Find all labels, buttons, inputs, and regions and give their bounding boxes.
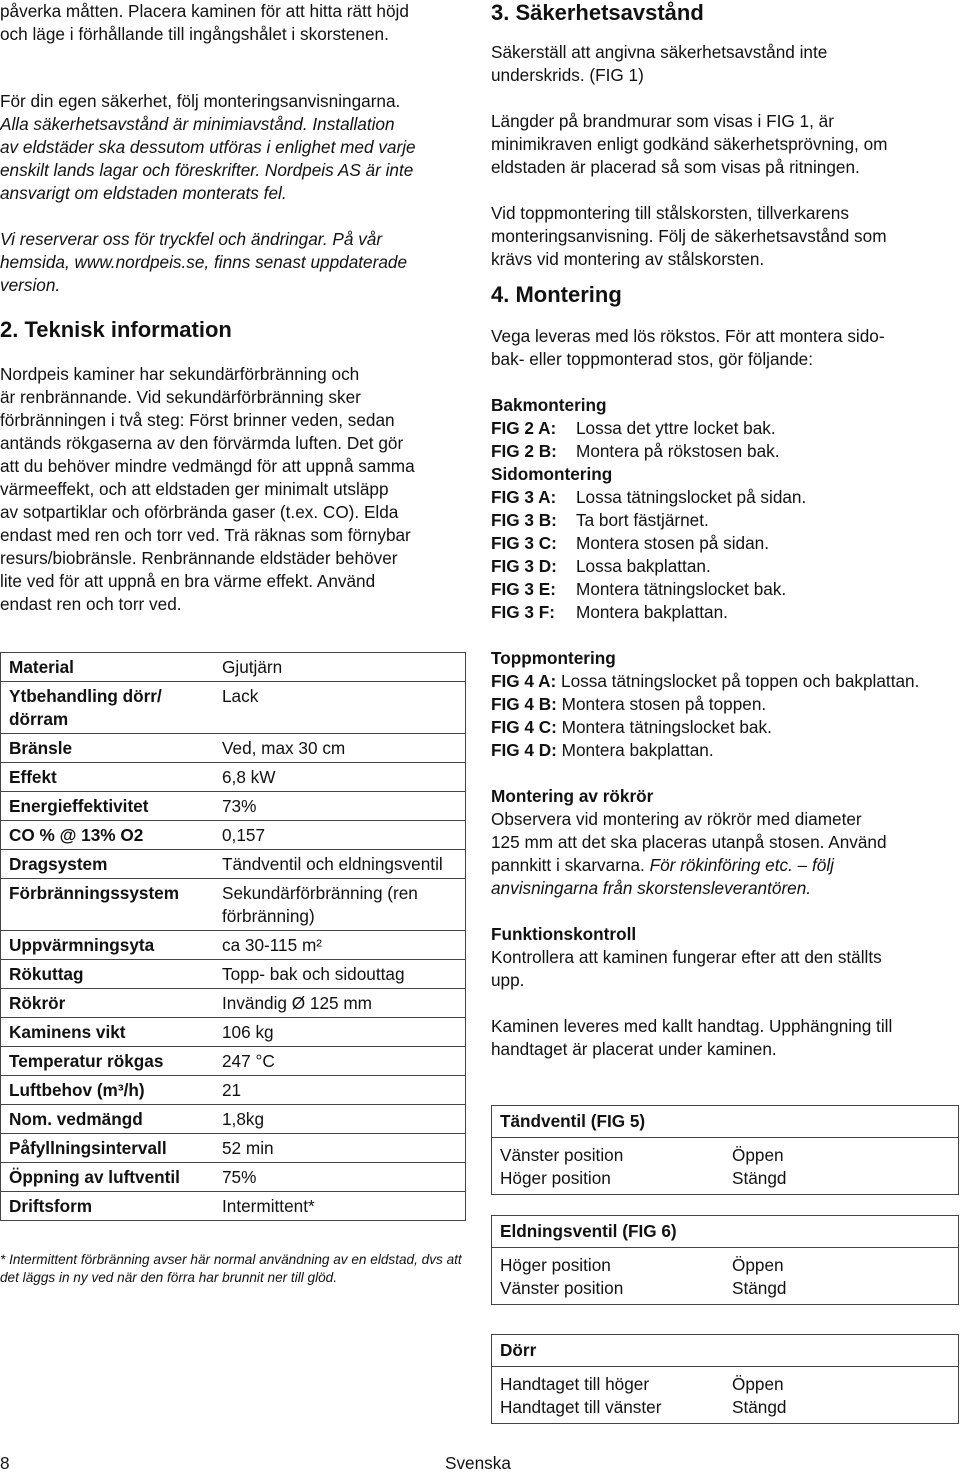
box-positions bbox=[500, 1373, 732, 1419]
toppmontering-list bbox=[491, 670, 960, 762]
fig-step bbox=[491, 670, 960, 693]
fig-label: FIG 3 F: bbox=[491, 602, 555, 622]
fig-label: FIG 2 A: bbox=[491, 418, 557, 438]
box-state: Stängd bbox=[732, 1168, 787, 1188]
right-column bbox=[491, 0, 960, 1061]
dorr-box bbox=[491, 1334, 959, 1424]
spec-value: 73% bbox=[218, 792, 466, 821]
text-span: För rökinföring etc. – följ bbox=[649, 855, 834, 875]
box-title: Dörr bbox=[492, 1335, 958, 1367]
s3-paragraph-1 bbox=[491, 41, 960, 87]
box-position: Handtaget till höger bbox=[500, 1374, 650, 1394]
fig-step bbox=[491, 532, 960, 555]
spec-row bbox=[1, 850, 466, 879]
eldningsventil-box bbox=[491, 1215, 959, 1305]
text-line: Vi reserverar oss för tryckfel och ändringar. På vår bbox=[0, 229, 383, 249]
spec-value: 0,157 bbox=[218, 821, 466, 850]
spec-key: Dragsystem bbox=[1, 850, 219, 879]
bakmontering-heading: Bakmontering bbox=[491, 395, 607, 415]
text-line: monteringsanvisning. Följ de säkerhetsavstånd som bbox=[491, 226, 887, 246]
spec-value: 106 kg bbox=[218, 1018, 466, 1047]
text-line: är renbrännande. Vid sekundärförbränning sker bbox=[0, 387, 361, 407]
fig-label: FIG 3 D: bbox=[491, 556, 557, 576]
fig-step bbox=[491, 509, 960, 532]
text-line: 125 mm att det ska placeras utanpå stosen. Använd bbox=[491, 832, 887, 852]
fig-step bbox=[491, 417, 960, 440]
text-line: antänds rökgaserna av den förvärmda luften. Det gör bbox=[0, 433, 404, 453]
fig-label: FIG 3 C: bbox=[491, 533, 557, 553]
fig-text: Montera tätningslocket bak. bbox=[561, 717, 772, 737]
box-positions bbox=[500, 1144, 732, 1190]
spec-key: Uppvärmningsyta bbox=[1, 931, 219, 960]
page-language: Svenska bbox=[445, 1453, 511, 1473]
spec-row bbox=[1, 1018, 466, 1047]
text-line: Kontrollera att kaminen fungerar efter att den ställts bbox=[491, 947, 882, 967]
spec-row bbox=[1, 734, 466, 763]
box-state: Öppen bbox=[732, 1255, 784, 1275]
fig-step bbox=[491, 486, 960, 509]
fig-step bbox=[491, 440, 960, 463]
rokror-heading: Montering av rökrör bbox=[491, 786, 654, 806]
text-line: värmeeffekt, och att eldstaden ger minimalt utsläpp bbox=[0, 479, 389, 499]
fig-text: Montera på rökstosen bak. bbox=[576, 441, 780, 461]
text-line: påverka måtten. Placera kaminen för att hitta rätt höjd bbox=[0, 1, 409, 21]
spec-row bbox=[1, 821, 466, 850]
spec-value: 1,8kg bbox=[218, 1105, 466, 1134]
s3-paragraph-2 bbox=[491, 110, 960, 179]
spec-key: Rökuttag bbox=[1, 960, 219, 989]
box-body bbox=[492, 1138, 958, 1194]
fig-text: Lossa tätningslocket på sidan. bbox=[576, 487, 807, 507]
spec-value: 75% bbox=[218, 1163, 466, 1192]
spec-key: Påfyllningsintervall bbox=[1, 1134, 219, 1163]
box-position: Höger position bbox=[500, 1255, 611, 1275]
spec-row bbox=[1, 879, 466, 931]
spec-key: Luftbehov (m³/h) bbox=[1, 1076, 219, 1105]
spec-key: Förbränningssystem bbox=[1, 879, 219, 931]
fig-label: FIG 3 A: bbox=[491, 487, 557, 507]
text-line: underskrids. (FIG 1) bbox=[491, 65, 644, 85]
fig-label: FIG 4 C: bbox=[491, 717, 557, 737]
fig-text: Lossa bakplattan. bbox=[576, 556, 711, 576]
box-states bbox=[732, 1373, 950, 1419]
sidomontering-list bbox=[491, 486, 960, 624]
text-line: Säkerställ att angivna säkerhetsavstånd inte bbox=[491, 42, 828, 62]
spec-value: Gjutjärn bbox=[222, 657, 283, 677]
text-line: ansvarigt om eldstaden monterats fel. bbox=[0, 183, 287, 203]
fig-label: FIG 4 D: bbox=[491, 740, 557, 760]
sidomontering-heading: Sidomontering bbox=[491, 464, 613, 484]
spec-key: Energieffektivitet bbox=[1, 792, 219, 821]
spec-value: 6,8 kW bbox=[218, 763, 466, 792]
spec-value: Lack bbox=[218, 682, 466, 734]
tandventil-box bbox=[491, 1105, 959, 1195]
spec-key: Ytbehandling dörr/ dörram bbox=[1, 682, 219, 734]
spec-key: Nom. vedmängd bbox=[1, 1105, 219, 1134]
box-position: Handtaget till vänster bbox=[500, 1397, 662, 1417]
box-states bbox=[732, 1254, 950, 1300]
fig-step bbox=[491, 716, 960, 739]
spec-key: Material bbox=[9, 657, 74, 677]
fig-step bbox=[491, 578, 960, 601]
box-positions bbox=[500, 1254, 732, 1300]
spec-table bbox=[0, 652, 466, 1221]
text-line: handtaget är placerat under kaminen. bbox=[491, 1039, 777, 1059]
bakmontering-list bbox=[491, 417, 960, 463]
spec-row bbox=[1, 653, 466, 682]
section-4-heading: 4. Montering bbox=[491, 282, 622, 307]
fig-label: FIG 4 B: bbox=[491, 694, 557, 714]
spec-value: Ved, max 30 cm bbox=[218, 734, 466, 763]
text-line: krävs vid montering av stålskorsten. bbox=[491, 249, 765, 269]
spec-footnote: * Intermittent förbränning avser här normal användning av en eldstad, dvs att det läggs in ny ved när den förra har brunnit ner till glöd. bbox=[0, 1252, 462, 1285]
fig-text: Ta bort fästjärnet. bbox=[576, 510, 709, 530]
text-line: lite ved för att uppnå en bra värme effekt. Använd bbox=[0, 571, 376, 591]
spec-key: Öppning av luftventil bbox=[1, 1163, 219, 1192]
text-line: För din egen säkerhet, följ monteringsanvisningarna. bbox=[0, 91, 401, 111]
spec-row bbox=[1, 989, 466, 1018]
spec-value: Topp- bak och sidouttag bbox=[218, 960, 466, 989]
funktionskontroll-heading: Funktionskontroll bbox=[491, 924, 637, 944]
fig-text: Montera tätningslocket bak. bbox=[576, 579, 787, 599]
fig-step bbox=[491, 555, 960, 578]
text-line: Kaminen leveres med kallt handtag. Upphängning till bbox=[491, 1016, 893, 1036]
spec-value: 21 bbox=[218, 1076, 466, 1105]
box-states bbox=[732, 1144, 950, 1190]
text-line: Nordpeis kaminer har sekundärförbränning och bbox=[0, 364, 360, 384]
reserve-paragraph bbox=[0, 228, 472, 297]
text-line: att du behöver mindre vedmängd för att uppnå samma bbox=[0, 456, 415, 476]
fig-text: Lossa det yttre locket bak. bbox=[576, 418, 776, 438]
rokror-paragraph bbox=[491, 808, 960, 900]
spec-row bbox=[1, 1134, 466, 1163]
text-line: anvisningarna från skorstensleverantören. bbox=[491, 878, 812, 898]
fig-label: FIG 4 A: bbox=[491, 671, 557, 691]
box-title: Tändventil (FIG 5) bbox=[492, 1106, 958, 1138]
spec-key: Effekt bbox=[1, 763, 219, 792]
text-line: Längder på brandmurar som visas i FIG 1, är bbox=[491, 111, 834, 131]
box-body bbox=[492, 1248, 958, 1304]
text-span: pannkitt i skarvarna. bbox=[491, 855, 650, 875]
s4-paragraph-1 bbox=[491, 325, 960, 371]
spec-value: Tändventil och eldningsventil bbox=[218, 850, 466, 879]
text-line: version. bbox=[0, 275, 61, 295]
spec-row bbox=[1, 1192, 466, 1221]
text-line: och läge i förhållande till ingångshålet i skorstenen. bbox=[0, 24, 389, 44]
text-line: Vid toppmontering till stålskorsten, tillverkarens bbox=[491, 203, 849, 223]
handle-paragraph bbox=[491, 1015, 960, 1061]
fig-text: Montera bakplattan. bbox=[576, 602, 728, 622]
spec-row bbox=[1, 960, 466, 989]
box-state: Öppen bbox=[732, 1374, 784, 1394]
text-line: resurs/biobränsle. Renbrännande eldstäder behöver bbox=[0, 548, 398, 568]
fig-text: Montera stosen på toppen. bbox=[561, 694, 767, 714]
section-3-heading: 3. Säkerhetsavstånd bbox=[491, 0, 704, 25]
text-line: endast med ren och torr ved. Trä räknas som förnybar bbox=[0, 525, 411, 545]
text-line: enskilt lands lagar och föreskrifter. Nordpeis AS är inte bbox=[0, 160, 414, 180]
spec-value: Intermittent* bbox=[218, 1192, 466, 1221]
box-position: Vänster position bbox=[500, 1145, 624, 1165]
fig-step bbox=[491, 601, 960, 624]
fig-text: Montera bakplattan. bbox=[561, 740, 714, 760]
spec-value: Invändig Ø 125 mm bbox=[218, 989, 466, 1018]
spec-value: 247 °C bbox=[218, 1047, 466, 1076]
box-position: Vänster position bbox=[500, 1278, 624, 1298]
text-line: Observera vid montering av rökrör med diameter bbox=[491, 809, 862, 829]
intro-paragraph bbox=[0, 0, 472, 46]
funktionskontroll-paragraph bbox=[491, 946, 960, 992]
fig-step bbox=[491, 693, 960, 716]
spec-row bbox=[1, 1047, 466, 1076]
s3-paragraph-3 bbox=[491, 202, 960, 271]
section-2-heading: 2. Teknisk information bbox=[0, 317, 232, 342]
spec-key: Kaminens vikt bbox=[1, 1018, 219, 1047]
text-line: Alla säkerhetsavstånd är minimiavstånd. Installation bbox=[0, 114, 395, 134]
fig-text: Montera stosen på sidan. bbox=[576, 533, 769, 553]
text-line bbox=[491, 854, 960, 877]
spec-key: Temperatur rökgas bbox=[1, 1047, 219, 1076]
spec-row bbox=[1, 931, 466, 960]
text-line: av sotpartiklar och oförbrända gaser (t.ex. CO). Elda bbox=[0, 502, 399, 522]
text-line: hemsida, www.nordpeis.se, finns senast uppdaterade bbox=[0, 252, 408, 272]
spec-value: Sekundärförbränning (ren förbränning) bbox=[218, 879, 466, 931]
section-2-paragraph bbox=[0, 363, 472, 616]
box-state: Stängd bbox=[732, 1278, 787, 1298]
spec-value: ca 30-115 m² bbox=[218, 931, 466, 960]
toppmontering-heading: Toppmontering bbox=[491, 648, 616, 668]
box-state: Öppen bbox=[732, 1145, 784, 1165]
page-number: 8 bbox=[0, 1453, 10, 1473]
box-body bbox=[492, 1367, 958, 1423]
fig-text: Lossa tätningslocket på toppen och bakplattan. bbox=[561, 671, 920, 691]
text-line: bak- eller toppmonterad stos, gör följande: bbox=[491, 349, 813, 369]
spec-row bbox=[1, 682, 466, 734]
spec-row bbox=[1, 1105, 466, 1134]
spec-row bbox=[1, 1163, 466, 1192]
fig-step bbox=[491, 739, 960, 762]
box-state: Stängd bbox=[732, 1397, 787, 1417]
spec-value: 52 min bbox=[218, 1134, 466, 1163]
spec-row bbox=[1, 763, 466, 792]
spec-row bbox=[1, 1076, 466, 1105]
text-line: Vega leveras med lös rökstos. För att montera sido- bbox=[491, 326, 885, 346]
spec-key: CO % @ 13% O2 bbox=[1, 821, 219, 850]
fig-label: FIG 3 E: bbox=[491, 579, 556, 599]
text-line: eldstaden är placerad så som visas på ritningen. bbox=[491, 157, 860, 177]
spec-key: Bränsle bbox=[1, 734, 219, 763]
fig-label: FIG 3 B: bbox=[491, 510, 557, 530]
spec-row bbox=[1, 792, 466, 821]
text-line: upp. bbox=[491, 970, 525, 990]
box-position: Höger position bbox=[500, 1168, 611, 1188]
spec-key: Driftsform bbox=[1, 1192, 219, 1221]
fig-label: FIG 2 B: bbox=[491, 441, 557, 461]
text-line: endast ren och torr ved. bbox=[0, 594, 182, 614]
text-line: förbränningen i två steg: Först brinner veden, sedan bbox=[0, 410, 395, 430]
safety-paragraph bbox=[0, 90, 472, 205]
box-title: Eldningsventil (FIG 6) bbox=[492, 1216, 958, 1248]
text-line: minimikraven enligt godkänd säkerhetsprövning, om bbox=[491, 134, 888, 154]
spec-key: Rökrör bbox=[1, 989, 219, 1018]
text-line: av eldstäder ska dessutom utföras i enlighet med varje bbox=[0, 137, 416, 157]
left-column bbox=[0, 0, 472, 616]
